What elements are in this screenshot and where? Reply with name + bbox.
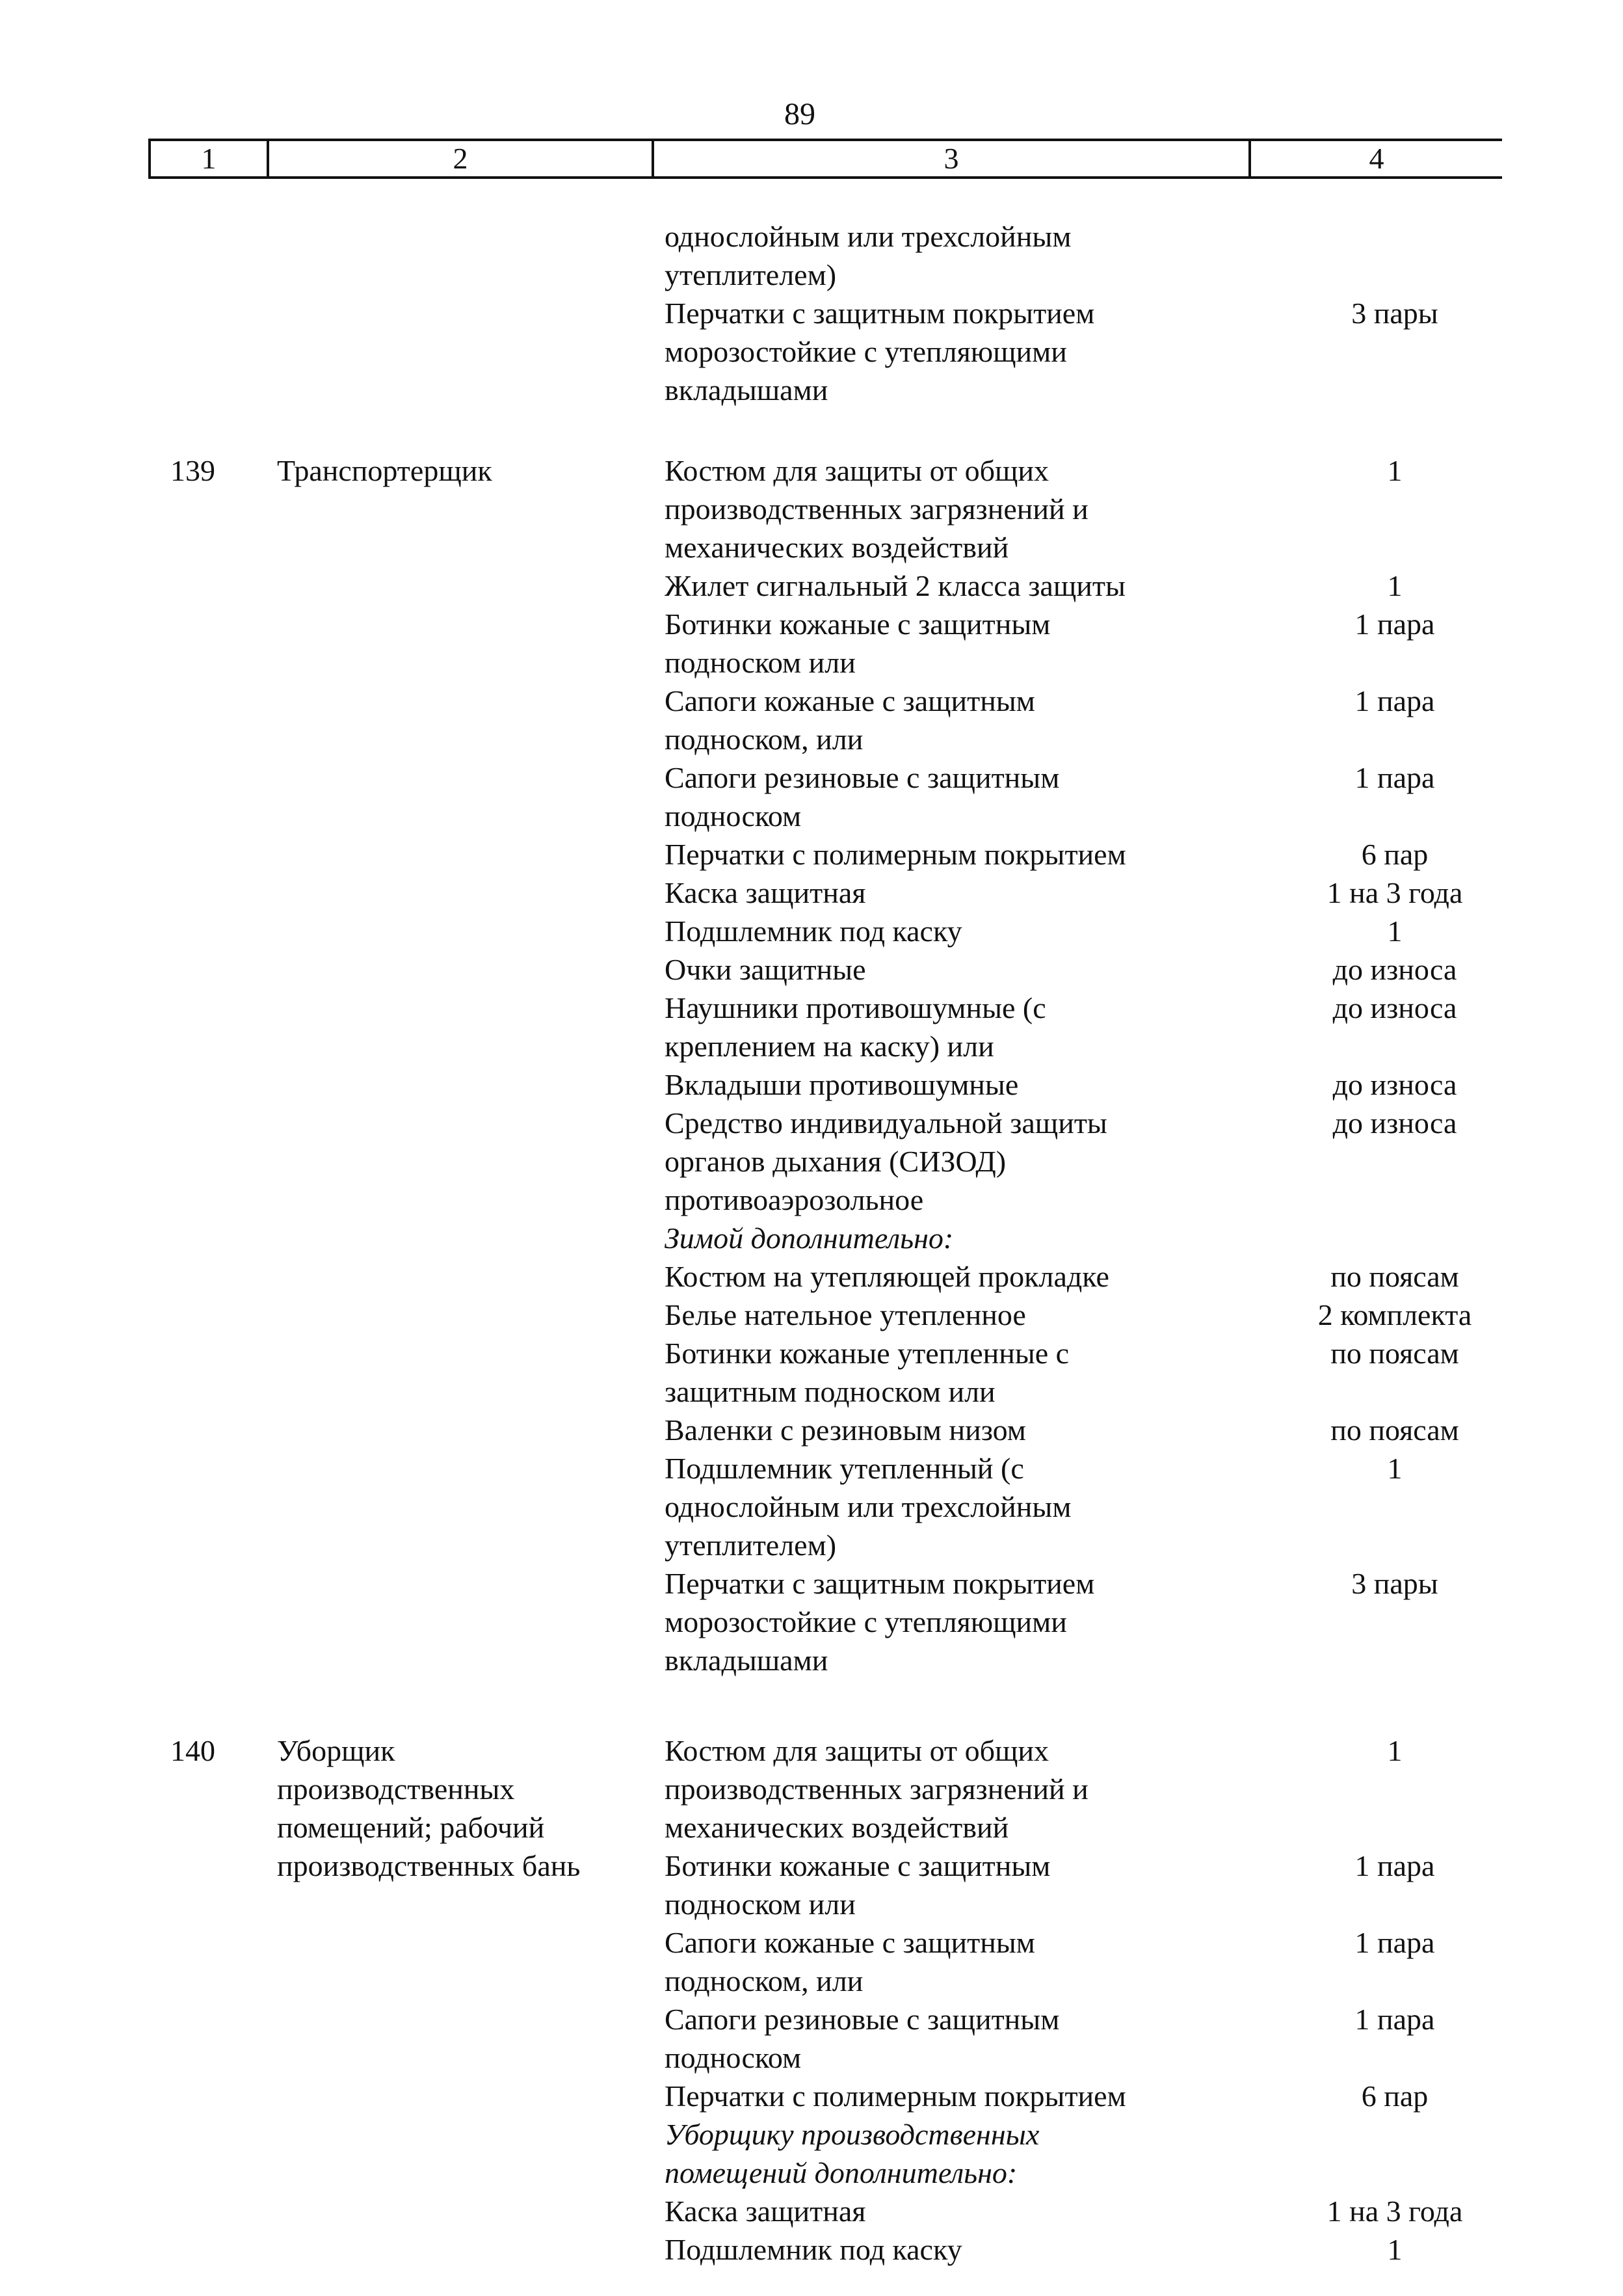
- entry-139-item: [665, 950, 1237, 989]
- entry-140-item-line: Перчатки с полимерным покрытием: [665, 2079, 1126, 2113]
- entry-140-item-line: механических воздействий: [665, 1811, 1009, 1844]
- entry-139-qty-line: 1 пара: [1354, 684, 1435, 717]
- entry-139-item-line: Валенки с резиновым низом: [665, 1413, 1026, 1447]
- entry-139-item-line: морозостойкие с утепляющими: [665, 1605, 1067, 1638]
- entry-139-item-line: Наушники противошумные (с: [665, 991, 1046, 1024]
- entry-140-qty: [1274, 2230, 1515, 2269]
- entry-139-qty-line: до износа: [1332, 1068, 1457, 1101]
- continuation-item-line: Перчатки с защитным покрытием: [665, 297, 1095, 330]
- occupation-line: производственных бань: [277, 1849, 581, 1882]
- header-col-4: 4: [1248, 139, 1502, 179]
- entry-139-qty: [1274, 989, 1515, 1027]
- entry-140-item-line: производственных загрязнений и: [665, 1772, 1089, 1806]
- entry-139-item: [665, 912, 1237, 950]
- entry-139-item: [665, 989, 1237, 1065]
- entry-139-qty-line: до износа: [1332, 1106, 1457, 1140]
- entry-140-item-line: подноском или: [665, 1888, 856, 1921]
- entry-139-qty: [1274, 1411, 1515, 1449]
- continuation-item-line: утеплителем): [665, 258, 837, 291]
- entry-139-item-line: подноском: [665, 799, 802, 833]
- row-number-line: 139: [170, 454, 215, 487]
- entry-140-qty-line: 6 пар: [1361, 2079, 1429, 2113]
- entry-139-item-line: креплением на каску) или: [665, 1030, 994, 1063]
- entry-139-qty-line: 1 пара: [1354, 761, 1435, 794]
- entry-139-qty-line: по поясам: [1330, 1260, 1459, 1293]
- entry-140-qty-line: 1 пара: [1354, 1849, 1435, 1882]
- entry-139-item: [665, 758, 1237, 835]
- entry-139-qty-line: 2 комплекта: [1317, 1298, 1472, 1331]
- entry-139-qty: [1274, 1334, 1515, 1372]
- entry-139-item: [665, 682, 1237, 758]
- occupation-line: Транспортерщик: [277, 454, 492, 487]
- entry-140-qty-line: 1 пара: [1354, 2003, 1435, 2036]
- entry-139-qty-line: по поясам: [1330, 1413, 1459, 1447]
- entry-139-item-line: органов дыхания (СИЗОД): [665, 1145, 1007, 1178]
- entry-139-item: [665, 1219, 1237, 1257]
- entry-139-item-line: Вкладыши противошумные: [665, 1068, 1019, 1101]
- entry-139-item-line: Ботинки кожаные утепленные с: [665, 1337, 1070, 1370]
- continuation-qty: [1274, 294, 1515, 332]
- entry-139-qty-line: 1: [1387, 569, 1403, 602]
- entry-140-item-line: Подшлемник под каску: [665, 2233, 962, 2266]
- continuation-item-line: однослойным или трехслойным: [665, 220, 1072, 253]
- entry-140-item: [665, 2230, 1237, 2269]
- entry-139-item-line: противоаэрозольное: [665, 1183, 924, 1216]
- entry-139-qty-line: по поясам: [1330, 1337, 1459, 1370]
- entry-139-qty-line: 1: [1387, 1452, 1403, 1485]
- entry-140-item-line: Каска защитная: [665, 2195, 866, 2228]
- entry-139-item-line: подноском, или: [665, 723, 864, 756]
- entry-139-item: [665, 1104, 1237, 1219]
- entry-139-item-line: Каска защитная: [665, 876, 866, 909]
- entry-139-qty: [1274, 1104, 1515, 1142]
- occupation: [277, 1731, 641, 1885]
- entry-139-item-line: производственных загрязнений и: [665, 492, 1089, 526]
- entry-140-qty: [1274, 2192, 1515, 2230]
- entry-140-qty-line: 1 на 3 года: [1326, 2195, 1463, 2228]
- entry-139-qty: [1274, 1564, 1515, 1603]
- entry-139-item-line: Подшлемник под каску: [665, 914, 962, 948]
- continuation-item: [665, 217, 1237, 294]
- occupation: [277, 451, 641, 490]
- entry-139-qty: [1274, 1257, 1515, 1296]
- entry-140-qty-line: 1 пара: [1354, 1926, 1435, 1959]
- header-col-3: 3: [652, 139, 1248, 179]
- entry-140-qty: [1274, 1731, 1515, 1770]
- occupation-line: производственных: [277, 1772, 515, 1806]
- entry-139-qty-line: 1 пара: [1354, 607, 1435, 641]
- entry-140-item-line: Уборщику производственных: [665, 2118, 1040, 2151]
- row-number-line: 140: [170, 1734, 215, 1767]
- entry-139-item: [665, 1564, 1237, 1679]
- continuation-qty-line: 3 пары: [1351, 297, 1438, 330]
- entry-139-item: [665, 1334, 1237, 1411]
- entry-139-item-line: Очки защитные: [665, 953, 866, 986]
- entry-139-qty-line: до износа: [1332, 991, 1457, 1024]
- entry-139-qty: [1274, 758, 1515, 797]
- page-number: 89: [784, 97, 815, 131]
- entry-140-item: [665, 1731, 1237, 1847]
- entry-139-qty-line: 6 пар: [1361, 838, 1429, 871]
- entry-139-qty-line: 1: [1387, 914, 1403, 948]
- entry-140-item: [665, 2000, 1237, 2077]
- entry-139-item: [665, 1411, 1237, 1449]
- entry-139-item-line: механических воздействий: [665, 531, 1009, 564]
- continuation-item: [665, 294, 1237, 409]
- entry-139-item-line: утеплителем): [665, 1528, 837, 1562]
- entry-139-item-line: Костюм на утепляющей прокладке: [665, 1260, 1109, 1293]
- continuation-item-line: морозостойкие с утепляющими: [665, 335, 1067, 368]
- header-col-1: 1: [148, 139, 267, 179]
- row-number: [170, 1731, 235, 1770]
- row-number: [170, 451, 235, 490]
- entry-140-qty-line: 1: [1387, 1734, 1403, 1767]
- entry-139-qty: [1274, 1065, 1515, 1104]
- entry-140-qty: [1274, 2000, 1515, 2038]
- entry-139-qty: [1274, 682, 1515, 720]
- entry-139-qty: [1274, 1449, 1515, 1488]
- entry-139-item: [665, 835, 1237, 874]
- entry-140-item-line: Сапоги резиновые с защитным: [665, 2003, 1060, 2036]
- entry-139-item-line: Сапоги резиновые с защитным: [665, 761, 1060, 794]
- entry-139-qty-line: 1 на 3 года: [1326, 876, 1463, 909]
- entry-139-item-line: Подшлемник утепленный (с: [665, 1452, 1024, 1485]
- entry-140-qty: [1274, 2077, 1515, 2115]
- entry-139-qty: [1274, 912, 1515, 950]
- entry-140-item: [665, 2115, 1237, 2192]
- entry-139-item-line: Сапоги кожаные с защитным: [665, 684, 1035, 717]
- entry-139-item: [665, 451, 1237, 567]
- entry-140-item: [665, 1923, 1237, 2000]
- entry-140-item: [665, 1847, 1237, 1923]
- entry-139-item-line: Костюм для защиты от общих: [665, 454, 1049, 487]
- entry-139-qty: [1274, 451, 1515, 490]
- entry-139-item: [665, 1257, 1237, 1296]
- continuation-item-line: вкладышами: [665, 373, 828, 407]
- entry-139-item: [665, 1296, 1237, 1334]
- entry-139-qty-line: до износа: [1332, 953, 1457, 986]
- entry-139-qty: [1274, 874, 1515, 912]
- entry-139-qty: [1274, 567, 1515, 605]
- entry-139-item: [665, 567, 1237, 605]
- entry-140-qty: [1274, 1847, 1515, 1885]
- header-col-2: 2: [267, 139, 652, 179]
- entry-140-item-line: подноском: [665, 2041, 802, 2074]
- entry-139-item: [665, 605, 1237, 682]
- entry-139-qty-line: 1: [1387, 454, 1403, 487]
- entry-139-qty: [1274, 835, 1515, 874]
- entry-139-qty-line: 3 пары: [1351, 1567, 1438, 1600]
- entry-139-qty: [1274, 605, 1515, 643]
- entry-139-item-line: Перчатки с защитным покрытием: [665, 1567, 1095, 1600]
- entry-139-item: [665, 1449, 1237, 1564]
- entry-139-item-line: Белье нательное утепленное: [665, 1298, 1026, 1331]
- entry-139-item-line: Зимой дополнительно:: [665, 1221, 954, 1255]
- entry-140-qty-line: 1: [1387, 2233, 1403, 2266]
- entry-140-item-line: помещений дополнительно:: [665, 2156, 1018, 2189]
- entry-140-item-line: подноском, или: [665, 1964, 864, 1997]
- occupation-line: помещений; рабочий: [277, 1811, 545, 1844]
- entry-139-item-line: защитным подноском или: [665, 1375, 996, 1408]
- entry-140-item-line: Ботинки кожаные с защитным: [665, 1849, 1051, 1882]
- entry-139-item-line: подноском или: [665, 646, 856, 679]
- entry-139-item-line: Жилет сигнальный 2 класса защиты: [665, 569, 1126, 602]
- entry-139-item-line: однослойным или трехслойным: [665, 1490, 1072, 1523]
- entry-139-item-line: вкладышами: [665, 1644, 828, 1677]
- entry-140-item: [665, 2192, 1237, 2230]
- entry-139-qty: [1274, 950, 1515, 989]
- occupation-line: Уборщик: [277, 1734, 395, 1767]
- entry-140-item-line: Костюм для защиты от общих: [665, 1734, 1049, 1767]
- entry-139-item-line: Ботинки кожаные с защитным: [665, 607, 1051, 641]
- entry-139-item-line: Перчатки с полимерным покрытием: [665, 838, 1126, 871]
- entry-139-item: [665, 874, 1237, 912]
- entry-140-item: [665, 2077, 1237, 2115]
- entry-140-item-line: Сапоги кожаные с защитным: [665, 1926, 1035, 1959]
- entry-139-qty: [1274, 1296, 1515, 1334]
- entry-139-item-line: Средство индивидуальной защиты: [665, 1106, 1107, 1140]
- entry-140-qty: [1274, 1923, 1515, 1962]
- entry-139-item: [665, 1065, 1237, 1104]
